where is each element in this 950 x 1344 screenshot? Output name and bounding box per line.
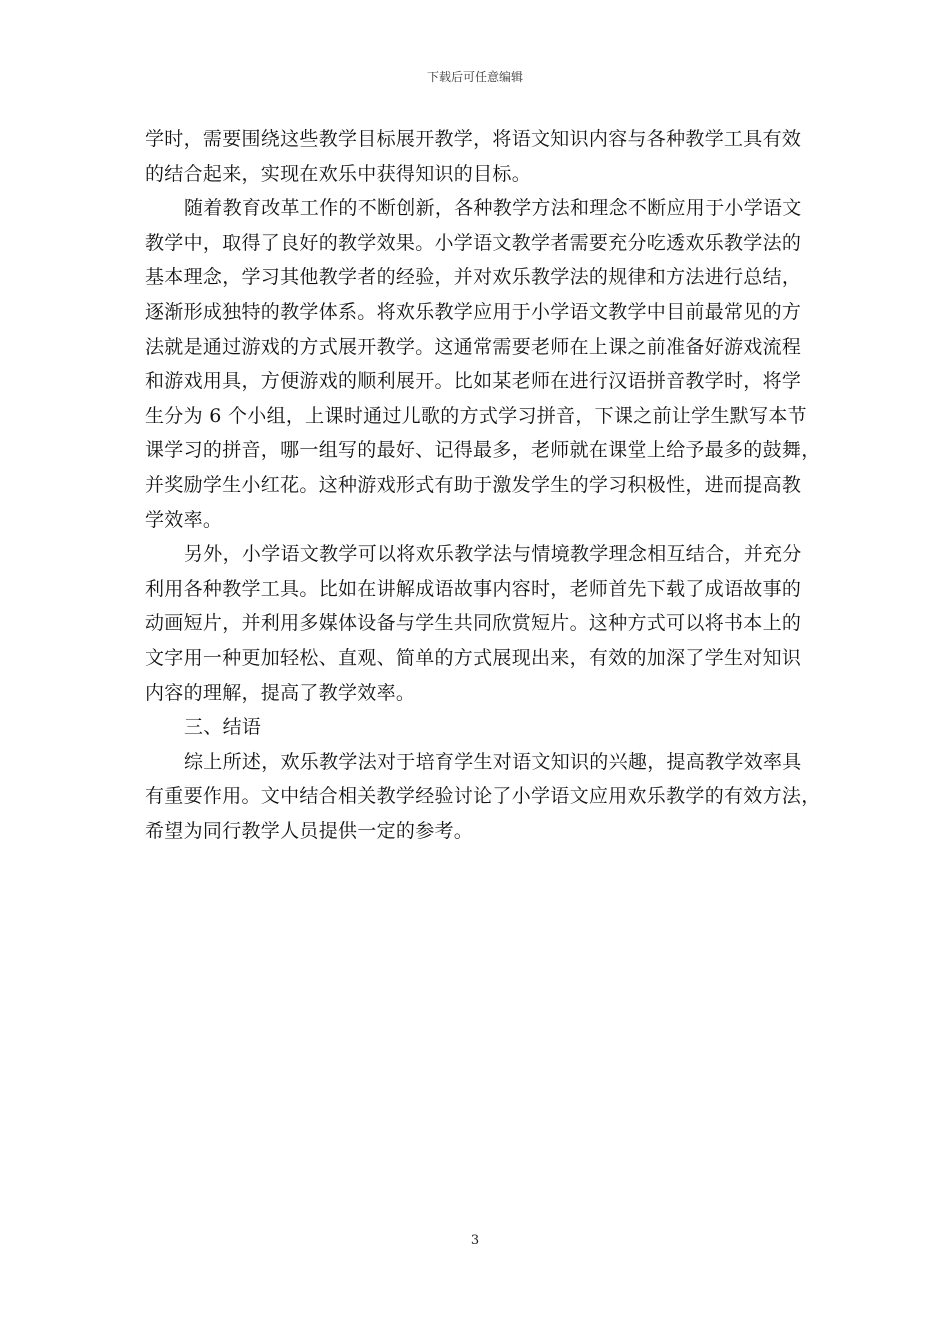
text-line: 逐渐形成独特的教学体系。将欢乐教学应用于小学语文教学中目前最常见的方 — [145, 300, 802, 323]
text-line: 课学习的拼音，哪一组写的最好、记得最多，老师就在课堂上给予最多的鼓舞， — [145, 439, 821, 462]
text-line: 希望为同行教学人员提供一定的参考。 — [145, 819, 474, 842]
paragraph-start-line: 另外，小学语文教学可以将欢乐教学法与情境教学理念相互结合，并充分 — [184, 543, 802, 566]
text-line: 并奖励学生小红花。这种游戏形式有助于激发学生的学习积极性，进而提高教 — [145, 473, 802, 496]
text-line: 文字用一种更加轻松、直观、简单的方式展现出来，有效的加深了学生对知识 — [145, 646, 802, 669]
text-line: 有重要作用。文中结合相关教学经验讨论了小学语文应用欢乐教学的有效方法， — [145, 785, 821, 808]
text-line: 内容的理解，提高了教学效率。 — [145, 681, 416, 704]
paragraph-start-line: 综上所述，欢乐教学法对于培育学生对语文知识的兴趣，提高教学效率具 — [184, 750, 802, 773]
text-line: 生分为 6 个小组，上课时通过儿歌的方式学习拼音，下课之前让学生默写本节 — [145, 404, 807, 427]
text-line: 学效率。 — [145, 508, 223, 531]
paragraph-start-line: 随着教育改革工作的不断创新，各种教学方法和理念不断应用于小学语文 — [184, 197, 802, 220]
text-line: 和游戏用具，方便游戏的顺利展开。比如某老师在进行汉语拼音教学时，将学 — [145, 370, 802, 393]
text-line: 学时，需要围绕这些教学目标展开教学，将语文知识内容与各种教学工具有效 — [145, 128, 802, 150]
text-line: 的结合起来，实现在欢乐中获得知识的目标。 — [145, 162, 532, 185]
text-line: 教学中，取得了良好的教学效果。小学语文教学者需要充分吃透欢乐教学法的 — [145, 231, 802, 254]
header-note: 下载后可任意编辑 — [426, 70, 523, 84]
text-line: 动画短片，并利用多媒体设备与学生共同欣赏短片。这种方式可以将书本上的 — [145, 612, 802, 635]
page-number: 3 — [470, 1233, 480, 1248]
text-line: 基本理念，学习其他教学者的经验，并对欢乐教学法的规律和方法进行总结， — [145, 266, 802, 289]
document-body — [145, 122, 821, 848]
text-line: 法就是通过游戏的方式展开教学。这通常需要老师在上课之前准备好游戏流程 — [145, 335, 802, 358]
text-line: 利用各种教学工具。比如在讲解成语故事内容时，老师首先下载了成语故事的 — [145, 577, 802, 600]
section-heading: 三、结语 — [184, 716, 262, 739]
